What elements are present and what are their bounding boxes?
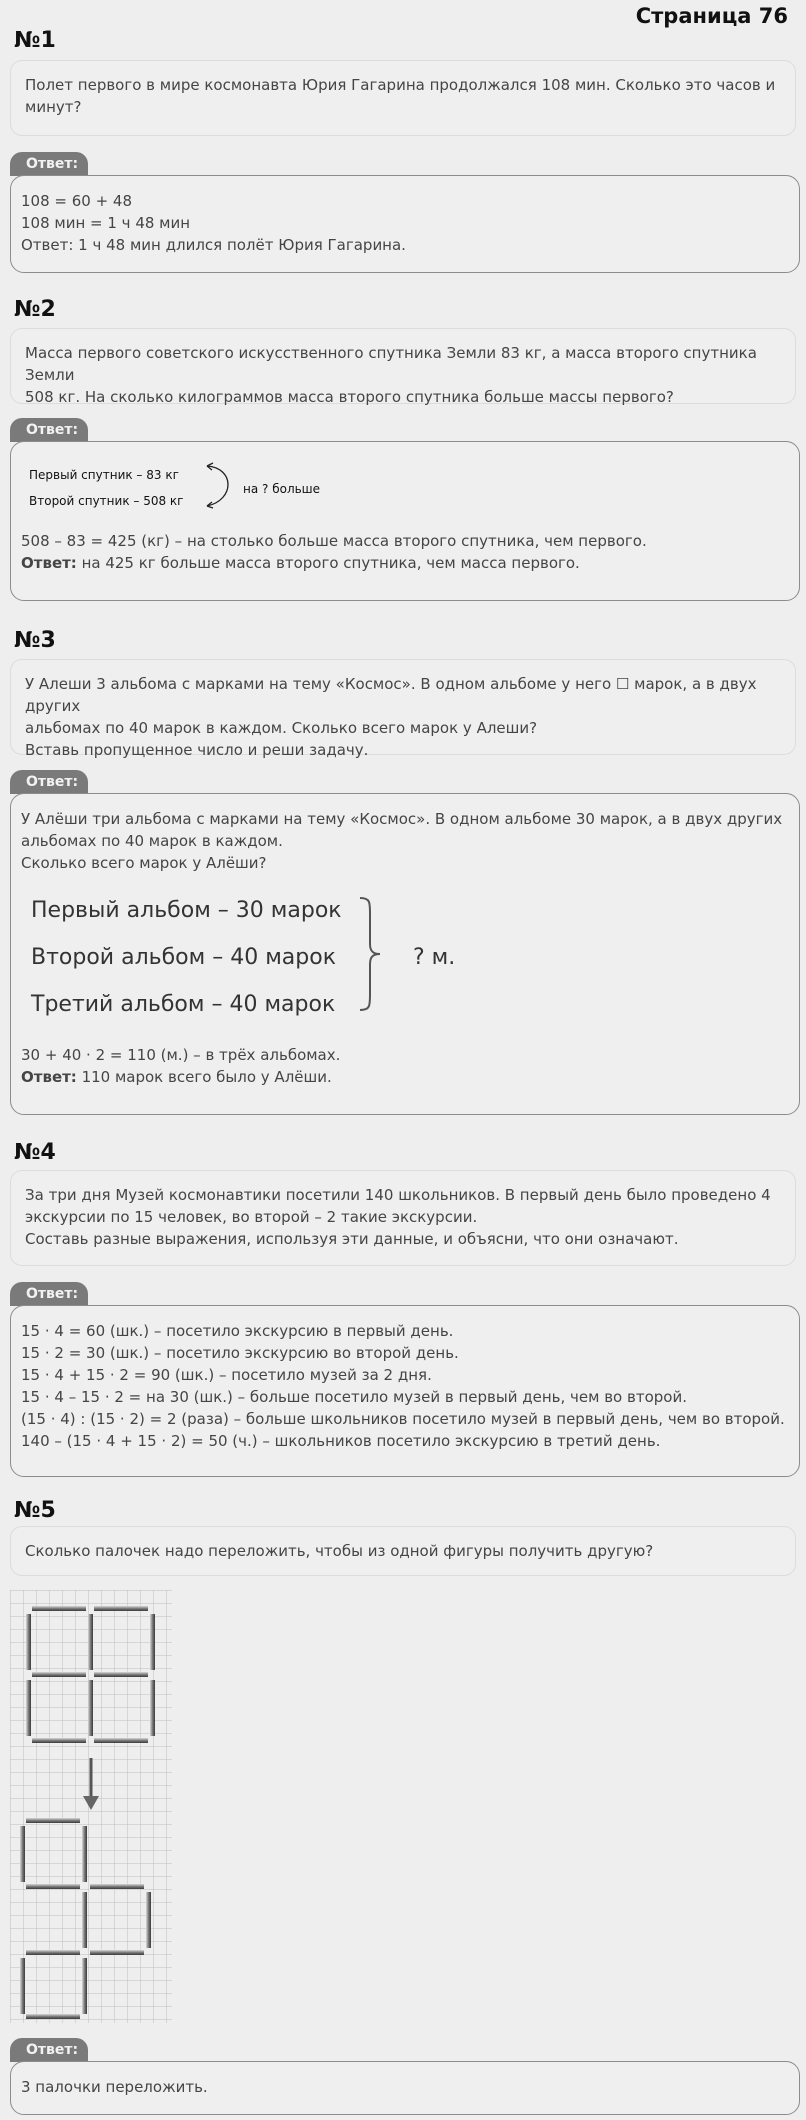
- task-2-question: [10, 328, 796, 404]
- answer-text: на 425 кг больше масса второго спутника, чем масса первого.: [76, 554, 580, 572]
- matchsticks-figure: [10, 1590, 172, 2023]
- task-2-answer: [10, 441, 800, 601]
- task-5-number: №5: [14, 1498, 56, 1523]
- answer-line: 108 мин = 1 ч 48 мин: [21, 214, 191, 232]
- answer-line: 15 · 4 = 60 (шк.) – посетило экскурсию в первый день.: [21, 1322, 454, 1340]
- answer-line: 108 = 60 + 48: [21, 192, 133, 210]
- page-number: Страница 76: [635, 4, 788, 28]
- question-line: Составь разные выражения, используя эти данные, и объясни, что они означают.: [25, 1230, 679, 1248]
- answer-tab: Ответ:: [10, 1282, 88, 1306]
- answer-intro-line: Сколько всего марок у Алёши?: [21, 854, 267, 872]
- answer-text: 110 марок всего было у Алёши.: [76, 1068, 332, 1086]
- answer-line: (15 · 4) : (15 · 2) = 2 (раза) – больше школьников посетило музей в первый день, чем во второй.: [21, 1410, 785, 1428]
- question-line: За три дня Музей космонавтики посетили 140 школьников. В первый день было проведено 4: [25, 1186, 771, 1204]
- answer-intro-line: альбомах по 40 марок в каждом.: [21, 832, 283, 850]
- answer-line: 140 – (15 · 4 + 15 · 2) = 50 (ч.) – школьников посетило экскурсию в третий день.: [21, 1432, 661, 1450]
- schema-question: ? м.: [413, 945, 456, 970]
- question-line: У Алеши 3 альбома с марками на тему «Космос». В одном альбоме у него ☐ марок, а в двух других: [25, 675, 757, 715]
- task-1-question: [10, 60, 796, 136]
- answer-line: [21, 1066, 789, 1088]
- question-line: Сколько палочек надо переложить, чтобы из одной фигуры получить другую?: [25, 1542, 654, 1560]
- task-2-number: №2: [14, 297, 56, 322]
- answer-tab: Ответ:: [10, 152, 88, 176]
- answer-line: 15 · 4 – 15 · 2 = на 30 (шк.) – больше посетило музей в первый день, чем во второй.: [21, 1388, 687, 1406]
- task-5-question: [10, 1526, 796, 1576]
- schema-question: на ? больше: [243, 482, 321, 496]
- answer-tab: Ответ:: [10, 2038, 88, 2062]
- answer-line: [21, 552, 789, 574]
- answer-line: 15 · 4 + 15 · 2 = 90 (шк.) – посетило музей за 2 дня.: [21, 1366, 432, 1384]
- answer-bold: Ответ:: [21, 554, 77, 572]
- albums-schema: [21, 874, 521, 1024]
- question-line: Масса первого советского искусственного спутника Земли 83 кг, а масса второго спутника Земли: [25, 344, 757, 384]
- task-3-question: [10, 659, 796, 759]
- answer-intro-line: У Алёши три альбома с марками на тему «Космос». В одном альбоме 30 марок, а в двух других: [21, 810, 783, 828]
- answer-tab: Ответ:: [10, 418, 88, 442]
- curly-brace-icon: [356, 894, 386, 1014]
- task-5-answer: [10, 2061, 800, 2115]
- task-3-answer: [10, 793, 800, 1115]
- answer-line: 15 · 2 = 30 (шк.) – посетило экскурсию во второй день.: [21, 1344, 459, 1362]
- schema-row-2: Второй спутник – 508 кг: [29, 494, 184, 508]
- solution-line: 508 – 83 = 425 (кг) – на столько больше масса второго спутника, чем первого.: [21, 532, 647, 550]
- question-line: Полет первого в мире космонавта Юрия Гагарина продолжался 108 мин. Сколько это часов и: [25, 76, 776, 94]
- solution-line: 30 + 40 · 2 = 110 (м.) – в трёх альбомах.: [21, 1046, 341, 1064]
- question-line: Вставь пропущенное число и реши задачу.: [25, 741, 369, 759]
- task-4-number: №4: [14, 1140, 56, 1165]
- schema-row-1: Первый альбом – 30 марок: [31, 898, 342, 923]
- satellite-schema: [21, 456, 381, 516]
- task-1-number: №1: [14, 28, 56, 53]
- task-1-answer: [10, 175, 800, 273]
- task-3-number: №3: [14, 628, 56, 653]
- curly-arrow-icon: [201, 460, 249, 510]
- answer-line: 3 палочки переложить.: [21, 2078, 208, 2096]
- schema-row-2: Второй альбом – 40 марок: [31, 945, 336, 970]
- answer-tab: Ответ:: [10, 770, 88, 794]
- question-line: экскурсии по 15 человек, во второй – 2 такие экскурсии.: [25, 1208, 478, 1226]
- schema-row-1: Первый спутник – 83 кг: [29, 468, 179, 482]
- schema-row-3: Третий альбом – 40 марок: [31, 992, 336, 1017]
- question-line: альбомах по 40 марок в каждом. Сколько всего марок у Алеши?: [25, 719, 538, 737]
- task-4-answer: [10, 1305, 800, 1477]
- answer-line: Ответ: 1 ч 48 мин длился полёт Юрия Гагарина.: [21, 236, 406, 254]
- question-line: 508 кг. На сколько килограммов масса второго спутника больше массы первого?: [25, 388, 674, 406]
- task-4-question: [10, 1170, 796, 1266]
- answer-bold: Ответ:: [21, 1068, 77, 1086]
- question-line: минут?: [25, 98, 82, 116]
